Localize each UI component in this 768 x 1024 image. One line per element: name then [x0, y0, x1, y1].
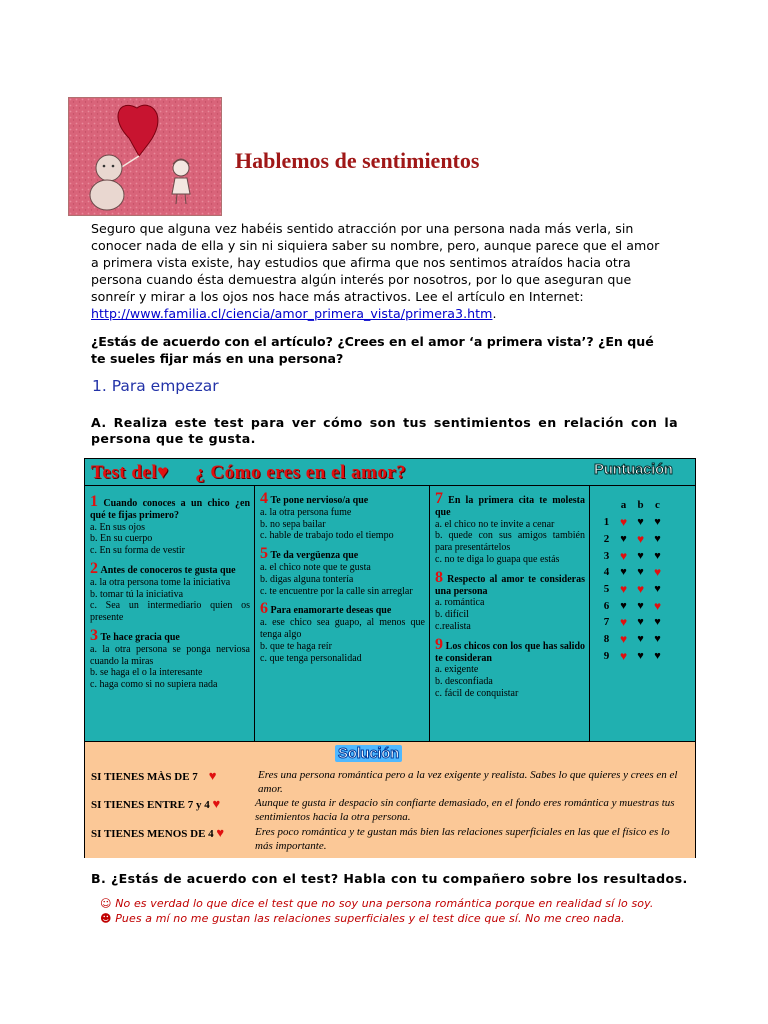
- quiz-column-1: [85, 486, 255, 741]
- task-a-instructions: A. Realiza este test para ver cómo son tus sentimientos en relación con la persona que te gusta.: [91, 415, 678, 446]
- question-text: En la primera cita te molesta que: [435, 495, 585, 518]
- score-row: [598, 581, 666, 598]
- question-number: 3: [90, 626, 98, 644]
- red-heart-icon: ♥: [619, 631, 628, 646]
- answer-option[interactable]: c. fácil de conquistar: [435, 687, 519, 699]
- question-heading: [435, 490, 585, 519]
- red-heart-icon: ♥: [619, 515, 628, 530]
- love-quiz-table: [84, 458, 696, 858]
- red-heart-icon: ♥: [653, 598, 662, 613]
- answer-option[interactable]: a. En sus ojos: [90, 521, 145, 533]
- red-heart-icon: ♥: [653, 565, 662, 580]
- black-heart-icon: ♥: [654, 532, 661, 545]
- question-heading: [435, 635, 586, 665]
- answer-option[interactable]: b. tomar tú la iniciativa: [90, 588, 184, 600]
- question-number: 1: [90, 493, 98, 510]
- answer-option[interactable]: b. digas alguna tontería: [260, 573, 354, 585]
- answer-option[interactable]: c. que tenga personalidad: [260, 652, 362, 664]
- solution-text: Eres una persona romántica pero a la vez exigente y realista. Sabes lo que quieres y crees en el amor.: [258, 769, 678, 795]
- score-column-label: b: [637, 499, 644, 512]
- intro-line: conocer nada de ella y sin ni siquiera saber su nombre, pero, aunque parece que el amor: [91, 238, 660, 253]
- score-column-label: a: [620, 499, 627, 512]
- answer-option[interactable]: c. Sea un intermediario quien os presente: [90, 600, 250, 624]
- question-heading: [260, 545, 425, 563]
- answer-option[interactable]: a. la otra persona se ponga nerviosa cuando la miras: [90, 643, 250, 667]
- answer-option[interactable]: c. haga como si no supiera nada: [90, 679, 218, 691]
- red-heart-icon: ♥: [619, 648, 628, 663]
- quiz-title-right: ¿ Cómo eres en el amor?: [195, 462, 407, 483]
- heart-icon: ♥: [212, 796, 221, 811]
- sample-answer: [100, 897, 654, 910]
- solution-label: [91, 768, 217, 784]
- solution-label-text: SI TIENES ENTRE 7 y 4: [91, 799, 210, 811]
- score-row: [598, 531, 666, 548]
- answer-text: Pues a mí no me gustan las relaciones superficiales y el test dice que sí. No me creo nada.: [115, 912, 625, 925]
- score-row: [598, 548, 666, 565]
- question-number: 7: [435, 490, 443, 507]
- red-heart-icon: ♥: [619, 615, 628, 630]
- section-heading: 1. Para empezar: [92, 377, 219, 395]
- black-heart-icon: ♥: [637, 616, 644, 629]
- answer-option[interactable]: c.realista: [435, 620, 471, 632]
- black-heart-icon: ♥: [654, 549, 661, 562]
- solution-label-text: SI TIENES MÀS DE 7: [91, 771, 198, 783]
- task-b-instructions: B. ¿Estás de acuerdo con el test? Habla con tu compañero sobre los resultados.: [91, 871, 688, 886]
- red-heart-icon: ♥: [636, 581, 645, 596]
- question-heading: [90, 559, 250, 577]
- black-heart-icon: ♥: [637, 549, 644, 562]
- score-row: [598, 598, 666, 615]
- score-row-number: 9: [603, 649, 610, 662]
- header-illustration: [68, 97, 222, 216]
- answer-option[interactable]: b. difícil: [435, 609, 469, 621]
- question-text: Respecto al amor te consideras una persona: [435, 573, 585, 597]
- quiz-title-left: Test del: [91, 462, 158, 483]
- question-number: 2: [90, 559, 98, 577]
- score-row: [598, 632, 666, 649]
- question-text: Antes de conoceros te gusta que: [100, 564, 236, 576]
- solution-row: [91, 796, 691, 826]
- black-heart-icon: ♥: [654, 632, 661, 645]
- quiz-question: [260, 490, 425, 542]
- score-row: [598, 565, 666, 582]
- solution-label: [91, 825, 224, 841]
- solution-label: [91, 796, 220, 812]
- black-heart-icon: ♥: [654, 516, 661, 529]
- quiz-header: [85, 459, 695, 486]
- question-number: 5: [260, 545, 268, 563]
- score-row-number: 1: [603, 516, 610, 529]
- intro-paragraph: [91, 220, 681, 322]
- score-row: [598, 648, 666, 665]
- quiz-question: [260, 600, 425, 664]
- score-row-number: 8: [603, 632, 610, 645]
- question-heading: [435, 568, 585, 598]
- answer-option[interactable]: c. no te diga lo guapa que estás: [435, 553, 560, 565]
- answer-option[interactable]: a. el chico note que te gusta: [260, 561, 371, 573]
- answer-option[interactable]: a. ese chico sea guapo, al menos que tenga algo: [260, 617, 425, 640]
- question-line: te sueles fijar más en una persona?: [91, 351, 344, 366]
- black-heart-icon: ♥: [637, 516, 644, 529]
- quiz-question: [90, 559, 250, 624]
- score-row-number: 3: [603, 549, 610, 562]
- quiz-question: [435, 568, 585, 633]
- discussion-questions: [91, 333, 681, 367]
- black-heart-icon: ♥: [620, 599, 627, 612]
- score-grid: [598, 498, 666, 665]
- answer-option[interactable]: b. quede con sus amigos también para presentártelos: [435, 530, 585, 554]
- black-heart-icon: ♥: [620, 566, 627, 579]
- red-heart-icon: ♥: [619, 548, 628, 563]
- heart-icon: ♥: [208, 768, 217, 783]
- question-number: 9: [435, 635, 443, 653]
- red-heart-icon: ♥: [636, 531, 645, 546]
- quiz-title: [91, 462, 406, 484]
- answer-option[interactable]: a. romántica: [435, 597, 485, 609]
- score-row: [598, 515, 666, 532]
- answer-option[interactable]: c. te encuentre por la calle sin arreglar: [260, 585, 413, 597]
- quiz-question: [90, 626, 250, 691]
- question-text: Te hace gracia que: [100, 631, 180, 643]
- black-heart-icon: ♥: [637, 649, 644, 662]
- intro-line: Seguro que alguna vez habéis sentido atracción por una persona nada más verla, sin: [91, 221, 634, 236]
- answer-option[interactable]: b. que te haga reír: [260, 640, 332, 652]
- quiz-question: [90, 493, 251, 557]
- intro-line: a primera vista existe, hay estudios que afirma que nos sentimos atraídos hacia otra: [91, 255, 631, 270]
- question-line: ¿Estás de acuerdo con el artículo? ¿Crees en el amor ‘a primera vista’? ¿En qué: [91, 334, 654, 349]
- quiz-column-2: [255, 486, 430, 741]
- question-heading: [90, 626, 250, 644]
- question-number: 6: [260, 600, 268, 618]
- red-heart-icon: ♥: [619, 581, 628, 596]
- quiz-question: [435, 490, 585, 566]
- quiz-column-3: [430, 486, 590, 741]
- heart-icon: ♥: [157, 462, 169, 483]
- answer-option[interactable]: c. En su forma de vestir: [90, 545, 185, 557]
- question-number: 4: [260, 490, 268, 507]
- question-text: Para enamorarte deseas que: [270, 605, 392, 617]
- black-heart-icon: ♥: [637, 566, 644, 579]
- answer-option[interactable]: a. exigente: [435, 664, 479, 676]
- question-text: Te pone nervioso/a que: [270, 495, 369, 506]
- question-text: Cuando conoces a un chico ¿en qué te fijas primero?: [90, 498, 251, 521]
- page-title: Hablemos de sentimientos: [235, 148, 480, 173]
- answer-option[interactable]: a. la otra persona fume: [260, 506, 352, 518]
- black-heart-icon: ♥: [637, 599, 644, 612]
- score-row-number: 6: [603, 599, 610, 612]
- solution-panel: [85, 741, 695, 858]
- question-number: 8: [435, 568, 443, 586]
- black-heart-icon: ♥: [654, 582, 661, 595]
- answer-option[interactable]: a. el chico no te invite a cenar: [435, 518, 555, 530]
- question-heading: [260, 600, 425, 618]
- score-row-number: 4: [603, 566, 610, 579]
- black-heart-icon: ♥: [637, 632, 644, 645]
- solution-text: Aunque te gusta ir despacio sin confiarte demasiado, en el fondo eres romántica y muestras tus sentimientos hacia la otra persona.: [255, 797, 675, 823]
- heart-icon: ♥: [216, 825, 225, 840]
- quiz-question: [435, 635, 586, 700]
- sample-answer: [100, 912, 625, 925]
- smiley-icon: ☺: [100, 897, 112, 910]
- score-row-number: 7: [603, 616, 610, 629]
- answer-option[interactable]: b. se haga el o la interesante: [90, 667, 203, 679]
- question-text: Los chicos con los que has salido te consideran: [435, 640, 586, 664]
- score-row-number: 2: [603, 532, 610, 545]
- score-row: [598, 615, 666, 632]
- answer-text: No es verdad lo que dice el test que no soy una persona romántica porque en realidad sí lo soy.: [115, 897, 654, 910]
- solution-title: Solución: [335, 745, 402, 762]
- answer-option[interactable]: b. desconfiada: [435, 676, 493, 688]
- question-text: Te da vergüenza que: [270, 550, 359, 562]
- answer-option[interactable]: a. la otra persona tome la iniciativa: [90, 576, 231, 588]
- score-column: [590, 486, 695, 741]
- solution-row: [91, 825, 691, 855]
- quiz-question: [260, 545, 425, 597]
- intro-line: sonreír y mirar a los ojos nos hace más atractivos. Lee el artículo en Internet:: [91, 289, 584, 304]
- score-column-label: c: [655, 499, 660, 512]
- black-heart-icon: ♥: [620, 532, 627, 545]
- solution-text: Eres poco romántica y te gustan más bien las relaciones superficiales en las que el físico es lo más importante.: [255, 826, 670, 852]
- answer-option[interactable]: b. no sepa bailar: [260, 518, 326, 530]
- question-heading: [260, 490, 425, 507]
- score-title: Puntuación: [594, 461, 673, 478]
- article-link[interactable]: http://www.familia.cl/ciencia/amor_primera_vista/primera3.htm: [91, 306, 493, 321]
- black-heart-icon: ♥: [654, 649, 661, 662]
- question-heading: [90, 493, 251, 522]
- link-suffix: .: [492, 306, 497, 321]
- solution-row: [91, 768, 691, 798]
- intro-line: persona cuando ésta demuestra algún interés por nosotros, por lo que aseguran que: [91, 272, 632, 287]
- answer-option[interactable]: b. En su cuerpo: [90, 533, 153, 545]
- score-row-number: 5: [603, 582, 610, 595]
- solution-label-text: SI TIENES MENOS DE 4: [91, 828, 214, 840]
- answer-option[interactable]: c. hable de trabajo todo el tiempo: [260, 530, 394, 542]
- black-heart-icon: ♥: [654, 616, 661, 629]
- smiley-filled-icon: ☻: [100, 912, 112, 925]
